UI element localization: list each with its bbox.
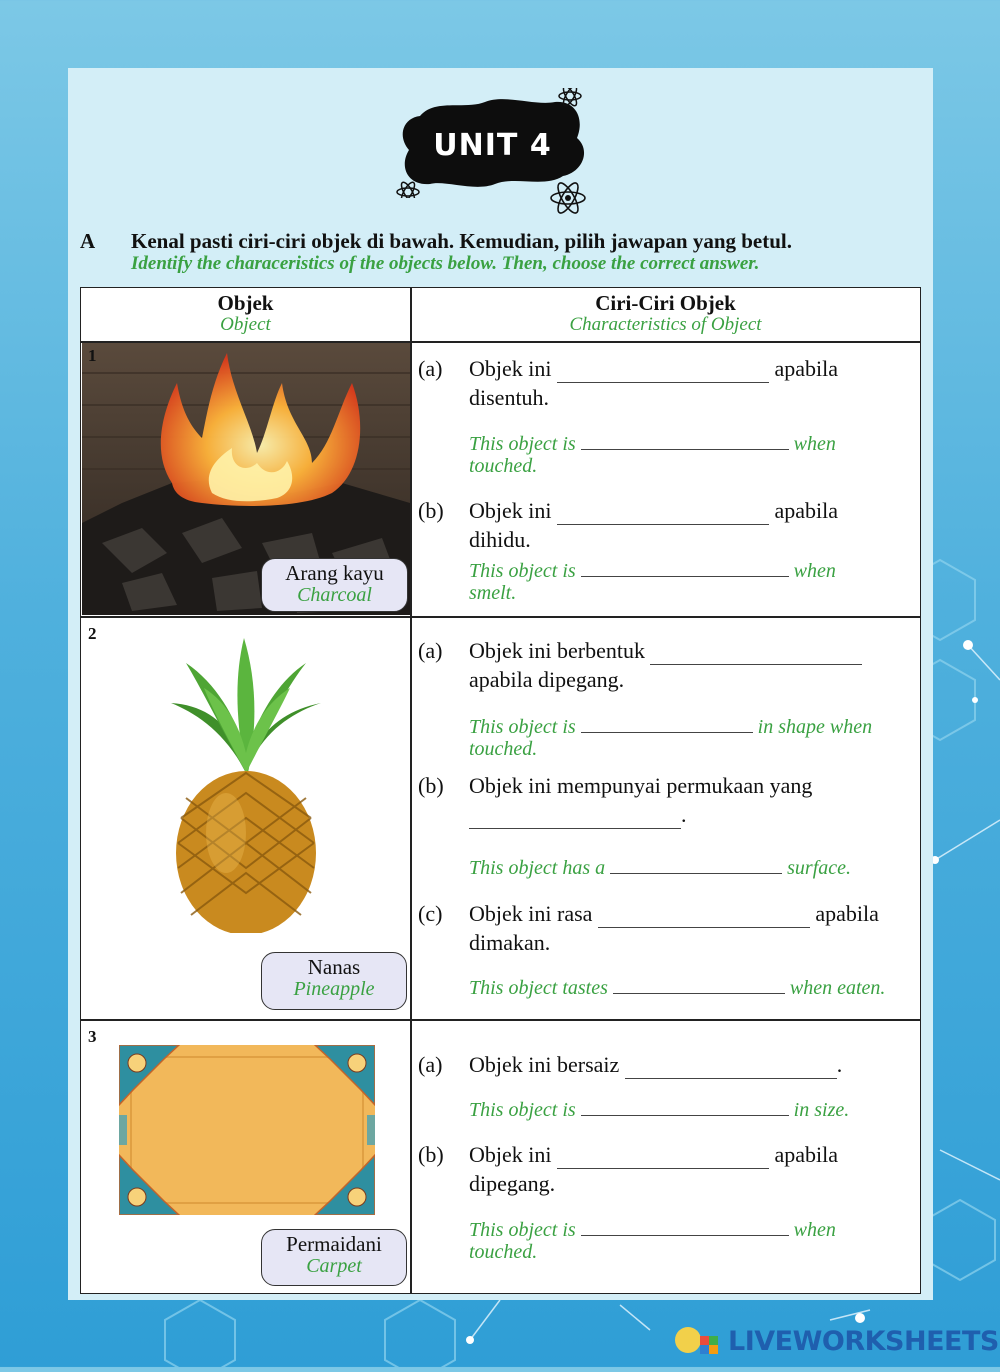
characteristics-table <box>80 287 921 1294</box>
answer-blank-line <box>610 872 782 874</box>
object-name-ms: Nanas <box>307 955 361 979</box>
instruction-malay: Kenal pasti ciri-ciri objek di bawah. Kemudian, pilih jawapan yang betul. <box>131 229 793 253</box>
row-number: 2 <box>88 624 97 643</box>
answer-blank-line <box>581 731 753 733</box>
question-letter: (b) <box>418 1142 444 1167</box>
question-1b <box>418 496 908 556</box>
unit-title: UNIT 4 <box>433 127 552 163</box>
question-letter: (a) <box>418 356 443 381</box>
question-1b-english: This object is when smelt. <box>469 560 836 604</box>
header-object <box>81 292 410 336</box>
question-letter: (b) <box>418 773 444 798</box>
answer-blank-line <box>581 575 789 577</box>
question-2b <box>418 771 913 831</box>
question-text-ms: Objek ini apabila disentuh. <box>469 356 839 410</box>
question-letter: (a) <box>418 1052 443 1077</box>
answer-blank-line <box>581 448 789 450</box>
answer-field[interactable] <box>598 907 810 928</box>
carpet-image <box>119 1045 375 1215</box>
object-label-charcoal <box>261 558 408 612</box>
question-1a-english: This object is when touched. <box>469 433 836 477</box>
liveworksheets-wordmark: LIVEWORKSHEETS <box>728 1326 999 1357</box>
atom-icon <box>548 178 588 218</box>
answer-blank-line <box>581 1114 789 1116</box>
header-characteristics-en: Characteristics of Object <box>569 314 762 335</box>
question-3b <box>418 1140 913 1200</box>
header-object-en: Object <box>220 314 271 335</box>
answer-field[interactable] <box>625 1058 837 1079</box>
object-label-pineapple <box>261 952 407 1010</box>
question-2c-english: This object tastes when eaten. <box>469 977 886 999</box>
question-2b-english: This object has a surface. <box>469 857 852 879</box>
instruction-english: Identify the characeristics of the objects below. Then, choose the correct answer. <box>131 253 760 274</box>
question-text-ms: Objek ini bersaiz . <box>469 1052 843 1077</box>
answer-field[interactable] <box>650 644 862 665</box>
section-letter: A <box>80 229 96 253</box>
question-text-ms: Objek ini mempunyai permukaan yang . <box>469 773 813 827</box>
answer-field[interactable] <box>557 504 769 525</box>
header-characteristics-ms: Ciri-Ciri Objek <box>595 291 736 315</box>
column-divider <box>410 288 412 1293</box>
object-name-en: Charcoal <box>297 584 372 606</box>
row-divider <box>81 1019 920 1021</box>
object-name-ms: Arang kayu <box>285 561 384 585</box>
object-name-en: Pineapple <box>293 978 375 1000</box>
question-3a <box>418 1050 913 1085</box>
question-2c <box>418 899 913 959</box>
answer-field[interactable] <box>469 808 681 829</box>
object-name-en: Carpet <box>306 1255 362 1277</box>
question-2a-english: This object is in shape when touched. <box>469 716 873 760</box>
question-text-ms: Objek ini rasa apabila dimakan. <box>469 901 879 955</box>
answer-blank-line <box>613 992 785 994</box>
question-2a <box>418 636 913 696</box>
pineapple-image <box>166 633 326 933</box>
question-letter: (b) <box>418 498 444 523</box>
question-3b-english: This object is when touched. <box>469 1219 836 1263</box>
header-object-ms: Objek <box>217 291 274 315</box>
question-letter: (c) <box>418 901 443 926</box>
row-number: 3 <box>88 1027 97 1046</box>
liveworksheets-icon <box>672 1320 728 1367</box>
question-3a-english: This object is in size. <box>469 1099 850 1121</box>
answer-field[interactable] <box>557 1148 769 1169</box>
answer-blank-line <box>581 1234 789 1236</box>
object-label-carpet <box>261 1229 407 1286</box>
row-number: 1 <box>88 346 97 365</box>
header-characteristics <box>411 292 920 336</box>
question-text-ms: Objek ini apabila dihidu. <box>469 498 839 552</box>
object-name-ms: Permaidani <box>286 1232 382 1256</box>
question-text-ms: Objek ini apabila dipegang. <box>469 1142 839 1196</box>
question-letter: (a) <box>418 638 443 663</box>
liveworksheets-logo[interactable] <box>672 1320 1000 1367</box>
row-divider <box>81 616 920 618</box>
question-text-ms: Objek ini berbentuk apabila dipegang. <box>469 636 862 694</box>
answer-field[interactable] <box>557 362 769 383</box>
